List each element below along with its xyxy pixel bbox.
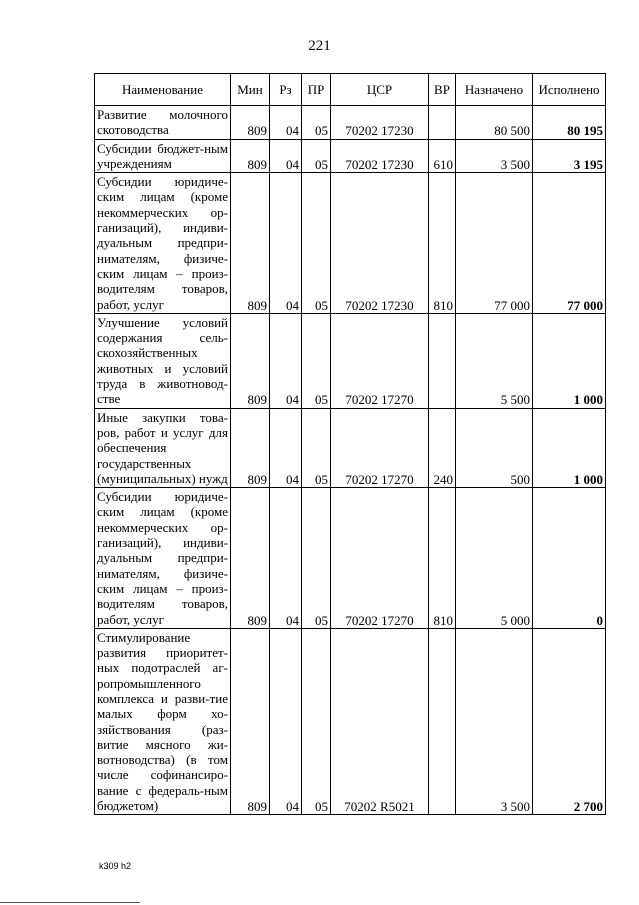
row-name: Иные закупки това-ров, работ и услуг для обеспечения государственных (муниципальных) нужд: [95, 408, 231, 487]
table-row: [95, 408, 606, 487]
row-csr: 70202 17230: [331, 173, 429, 314]
row-min: 809: [231, 139, 270, 173]
scan-edge-line: [0, 902, 140, 903]
row-min: 809: [231, 408, 270, 487]
row-rz: 04: [270, 173, 302, 314]
row-pr: 05: [302, 313, 331, 408]
row-rz: 04: [270, 628, 302, 815]
header-name: Наименование: [95, 74, 231, 106]
row-executed: 1 000: [533, 408, 606, 487]
row-assigned: 5 000: [456, 488, 533, 629]
row-csr: 70202 17230: [331, 139, 429, 173]
page-number: 221: [308, 38, 331, 54]
row-rz: 04: [270, 313, 302, 408]
row-csr: 70202 17270: [331, 408, 429, 487]
row-assigned: 5 500: [456, 313, 533, 408]
row-vr: 810: [429, 173, 456, 314]
row-csr: 70202 R5021: [331, 628, 429, 815]
row-rz: 04: [270, 488, 302, 629]
header-csr: ЦСР: [331, 74, 429, 106]
row-assigned: 77 000: [456, 173, 533, 314]
row-rz: 04: [270, 139, 302, 173]
row-executed: 77 000: [533, 173, 606, 314]
row-vr: 610: [429, 139, 456, 173]
row-name: Развитие молочного скотоводства: [95, 106, 231, 140]
table-row: [95, 106, 606, 140]
row-min: 809: [231, 488, 270, 629]
footer-code: k309 h2: [99, 861, 132, 871]
row-assigned: 500: [456, 408, 533, 487]
row-pr: 05: [302, 408, 331, 487]
budget-table: [94, 73, 606, 815]
row-name: Улучшение условий содержания сель-скохозяйственных животных и условий труда в животновод-стве: [95, 313, 231, 408]
row-pr: 05: [302, 139, 331, 173]
row-executed: 3 195: [533, 139, 606, 173]
row-csr: 70202 17230: [331, 106, 429, 140]
row-pr: 05: [302, 488, 331, 629]
row-pr: 05: [302, 106, 331, 140]
table-row: [95, 488, 606, 629]
header-min: Мин: [231, 74, 270, 106]
row-pr: 05: [302, 173, 331, 314]
row-assigned: 3 500: [456, 628, 533, 815]
row-executed: 1 000: [533, 313, 606, 408]
row-executed: 80 195: [533, 106, 606, 140]
table-row: [95, 313, 606, 408]
table-row: [95, 173, 606, 314]
row-min: 809: [231, 313, 270, 408]
row-csr: 70202 17270: [331, 313, 429, 408]
row-min: 809: [231, 173, 270, 314]
table-row: [95, 139, 606, 173]
row-name: Субсидии юридиче-ским лицам (кроме некоммерческих ор-ганизаций), индиви-дуальным предпри-нимателям, физиче-ским лицам – произ-водителям товаров, работ, услуг: [95, 488, 231, 629]
row-executed: 0: [533, 488, 606, 629]
header-vr: ВР: [429, 74, 456, 106]
row-executed: 2 700: [533, 628, 606, 815]
row-name: Стимулирование развития приоритет-ных подотраслей аг-ропромышленного комплекса и разви-тие малых форм хо-зяйствования (раз-витие мясного жи-вотноводства) (в том числе софинансиро-вание с федераль-ным бюджетом): [95, 628, 231, 815]
row-pr: 05: [302, 628, 331, 815]
row-vr: [429, 106, 456, 140]
row-name: Субсидии юридиче-ским лицам (кроме некоммерческих ор-ганизаций), индиви-дуальным предпри-нимателям, физиче-ским лицам – произ-водителям товаров, работ, услуг: [95, 173, 231, 314]
table-header-row: [95, 74, 606, 106]
row-vr: 810: [429, 488, 456, 629]
row-assigned: 80 500: [456, 106, 533, 140]
header-executed: Исполнено: [533, 74, 606, 106]
row-vr: [429, 313, 456, 408]
row-csr: 70202 17270: [331, 488, 429, 629]
row-name: Субсидии бюджет-ным учреждениям: [95, 139, 231, 173]
header-rz: Рз: [270, 74, 302, 106]
header-assigned: Назначено: [456, 74, 533, 106]
row-vr: 240: [429, 408, 456, 487]
row-assigned: 3 500: [456, 139, 533, 173]
row-rz: 04: [270, 106, 302, 140]
row-min: 809: [231, 628, 270, 815]
row-rz: 04: [270, 408, 302, 487]
header-pr: ПР: [302, 74, 331, 106]
table-row: [95, 628, 606, 815]
row-min: 809: [231, 106, 270, 140]
row-vr: [429, 628, 456, 815]
